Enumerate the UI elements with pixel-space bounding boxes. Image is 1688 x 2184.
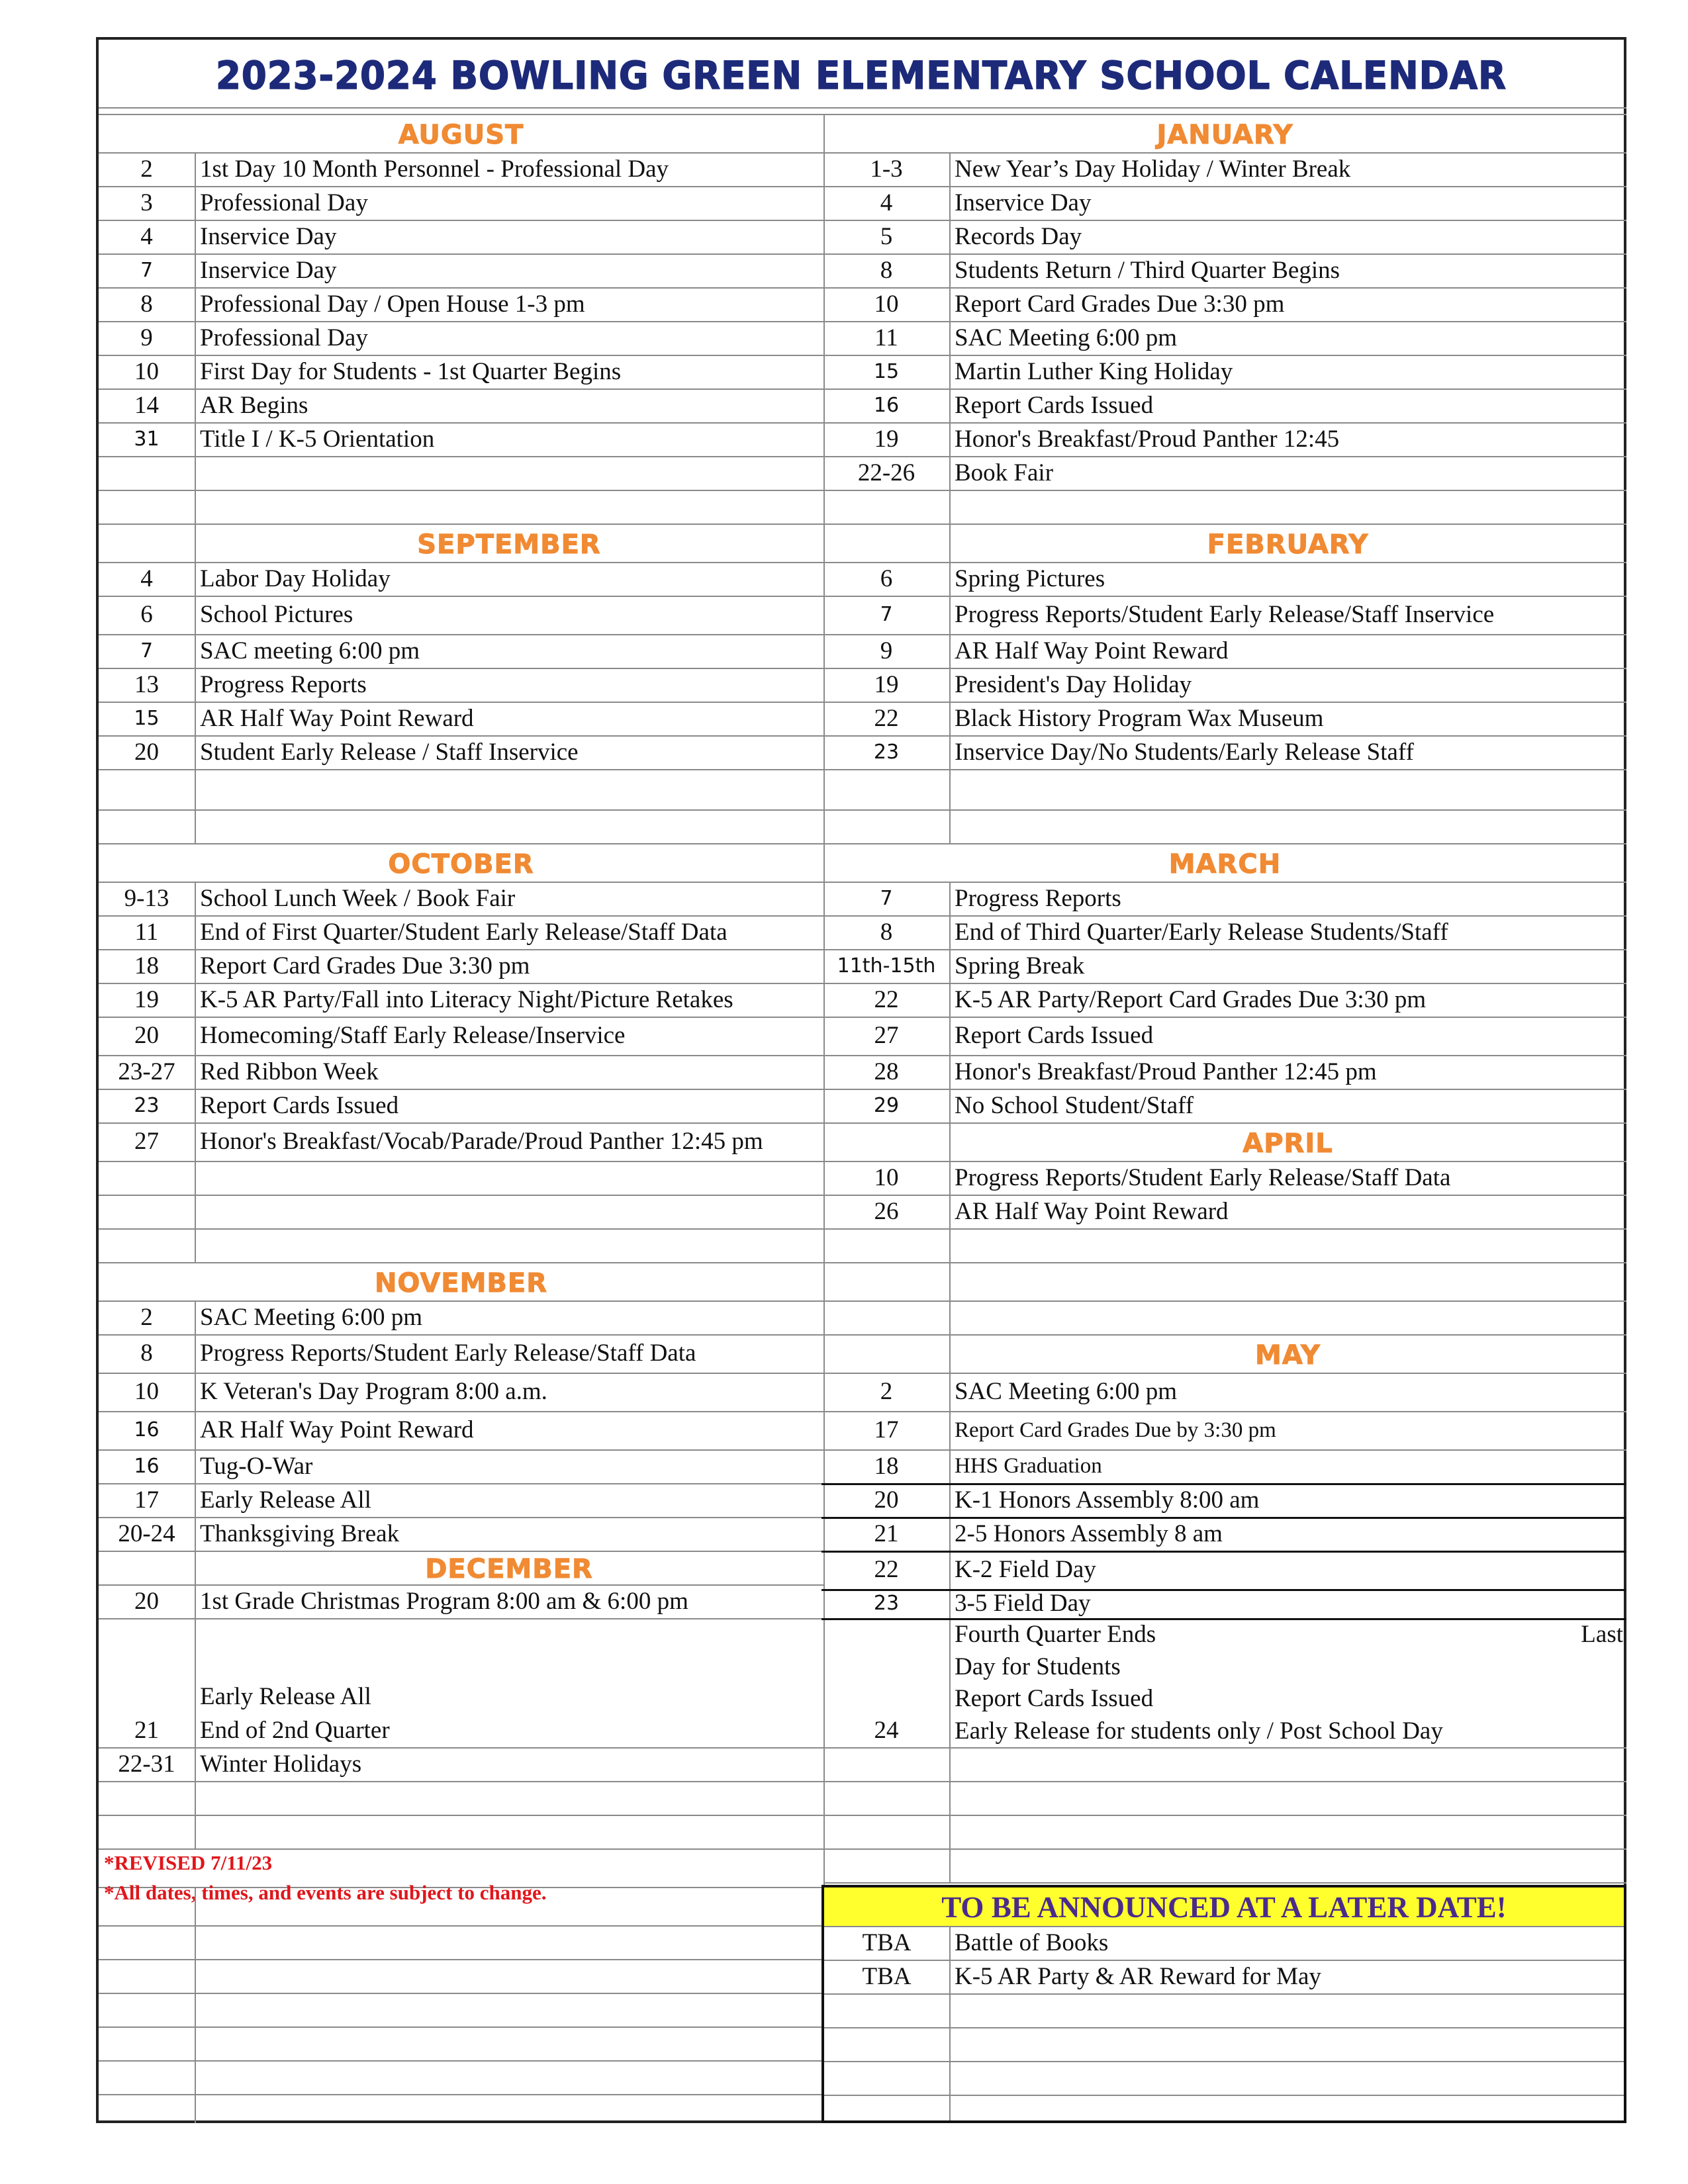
event-text: Students Return / Third Quarter Begins xyxy=(955,257,1340,284)
row-divider xyxy=(99,1959,823,1960)
may-row-border xyxy=(821,1551,1626,1553)
column-divider xyxy=(949,1848,951,1882)
event-text: Red Ribbon Week xyxy=(200,1058,379,1085)
event-date: 28 xyxy=(874,1058,899,1085)
event-date: 11th-15th xyxy=(837,954,936,978)
tba-date: TBA xyxy=(862,1963,912,1990)
november-heading: NOVEMBER xyxy=(374,1268,548,1298)
event-date: 31 xyxy=(134,428,160,451)
event-date: 15 xyxy=(134,707,160,730)
row-divider xyxy=(99,1815,823,1816)
event-date: 20 xyxy=(874,1486,899,1514)
event-date: 27 xyxy=(874,1022,899,1049)
event-date: 10 xyxy=(874,291,899,318)
event-date: 5 xyxy=(880,223,893,250)
event-text: President's Day Holiday xyxy=(955,671,1192,698)
event-text: Student Early Release / Staff Inservice xyxy=(200,739,579,766)
tba-date: TBA xyxy=(862,1929,912,1956)
october-heading: OCTOBER xyxy=(388,849,534,880)
column-divider xyxy=(949,769,951,809)
event-text: Title I / K-5 Orientation xyxy=(200,426,435,453)
column-divider xyxy=(949,1815,951,1848)
february-heading: FEBRUARY xyxy=(1207,529,1369,560)
row-divider xyxy=(99,1848,823,1850)
event-date: 2 xyxy=(140,1304,153,1331)
event-date: 3 xyxy=(140,189,153,216)
row-divider xyxy=(99,809,823,811)
event-text: K Veteran's Day Program 8:00 a.m. xyxy=(200,1378,547,1405)
row-divider xyxy=(823,1815,1626,1816)
event-date: 2 xyxy=(880,1378,893,1405)
event-date: 22 xyxy=(874,986,899,1013)
event-date: 11 xyxy=(134,919,159,946)
event-text: Winter Holidays xyxy=(200,1751,362,1778)
event-text: AR Half Way Point Reward xyxy=(200,705,474,732)
event-date: 17 xyxy=(874,1416,899,1443)
event-text: No School Student/Staff xyxy=(955,1092,1194,1119)
event-text: End of 2nd Quarter xyxy=(200,1717,390,1744)
may-row-border xyxy=(821,1589,1626,1591)
column-divider xyxy=(949,809,951,843)
event-date: 23 xyxy=(134,1094,160,1117)
event-date: 26 xyxy=(874,1198,899,1225)
revised-note: *REVISED 7/11/23 xyxy=(104,1851,273,1874)
event-text: Early Release All xyxy=(200,1486,371,1514)
event-text: School Lunch Week / Book Fair xyxy=(200,885,516,912)
column-divider xyxy=(195,809,196,843)
event-date: 20 xyxy=(134,739,159,766)
event-text: End of First Quarter/Student Early Release/Staff Data xyxy=(200,919,727,946)
event-date: 14 xyxy=(134,392,159,419)
event-text: Inservice Day xyxy=(200,257,337,284)
column-divider xyxy=(195,1228,196,1262)
event-text: Progress Reports/Student Early Release/Staff Data xyxy=(955,1164,1451,1191)
title-divider xyxy=(99,107,1626,109)
event-text: Report Cards Issued xyxy=(955,392,1154,419)
event-text: AR Half Way Point Reward xyxy=(200,1416,474,1443)
event-text: Progress Reports xyxy=(955,885,1121,912)
event-date: 4 xyxy=(140,565,153,592)
event-text: Records Day xyxy=(955,223,1082,250)
row-divider xyxy=(99,1195,823,1196)
event-text: Report Cards Issued xyxy=(955,1022,1154,1049)
event-date: 23-27 xyxy=(118,1058,175,1085)
event-date: 21 xyxy=(874,1520,899,1547)
event-text: AR Begins xyxy=(200,392,308,419)
event-text: Early Release for students only / Post School Day xyxy=(955,1717,1443,1745)
column-divider xyxy=(195,1781,196,1815)
event-text: New Year’s Day Holiday / Winter Break xyxy=(955,156,1351,183)
event-text: Progress Reports/Student Early Release/Staff Inservice xyxy=(955,601,1495,628)
event-text: K-2 Field Day xyxy=(955,1556,1096,1583)
event-date: 13 xyxy=(134,671,159,698)
event-date: 7 xyxy=(880,887,893,910)
event-date: 27 xyxy=(134,1128,159,1155)
event-text: 1st Grade Christmas Program 8:00 am & 6:00 pm xyxy=(200,1588,688,1615)
row-divider xyxy=(823,1848,1626,1850)
column-divider xyxy=(195,1887,196,2123)
row-divider xyxy=(823,1300,1626,1302)
event-text: K-1 Honors Assembly 8:00 am xyxy=(955,1486,1260,1514)
event-text: SAC Meeting 6:00 pm xyxy=(200,1304,423,1331)
event-date: 23 xyxy=(873,1592,900,1615)
event-date: 16 xyxy=(873,394,900,417)
row-divider xyxy=(99,1993,823,1994)
event-date: 1-3 xyxy=(870,156,903,183)
column-divider xyxy=(949,1228,951,1262)
event-text: Inservice Day/No Students/Early Release Staff xyxy=(955,739,1414,766)
row-divider xyxy=(99,456,823,457)
row-divider xyxy=(823,1228,1626,1230)
event-date: 16 xyxy=(134,1455,160,1478)
event-date: 9 xyxy=(880,637,893,664)
event-text: Progress Reports xyxy=(200,671,367,698)
event-text: AR Half Way Point Reward xyxy=(955,637,1229,664)
row-divider xyxy=(824,1960,1624,1961)
event-text: Spring Pictures xyxy=(955,565,1105,592)
column-divider xyxy=(949,490,951,523)
event-text: Book Fair xyxy=(955,459,1054,486)
event-date: 21 xyxy=(134,1717,159,1744)
event-date: 8 xyxy=(880,919,893,946)
event-text: Martin Luther King Holiday xyxy=(955,358,1233,385)
row-divider xyxy=(823,490,1626,491)
may-row-border xyxy=(821,1483,1626,1485)
event-text: SAC Meeting 6:00 pm xyxy=(955,1378,1178,1405)
row-divider xyxy=(824,2095,1624,2096)
event-text: K-5 AR Party/Report Card Grades Due 3:30 pm xyxy=(955,986,1427,1013)
event-text: 2-5 Honors Assembly 8 am xyxy=(955,1520,1223,1547)
event-date: 7 xyxy=(880,603,893,626)
event-date: 10 xyxy=(874,1164,899,1191)
column-divider xyxy=(949,1300,951,1334)
event-date: 22 xyxy=(874,705,899,732)
event-text: Professional Day xyxy=(200,324,368,351)
event-date: 11 xyxy=(874,324,898,351)
event-date: 16 xyxy=(134,1418,160,1441)
event-text: Homecoming/Staff Early Release/Inservice xyxy=(200,1022,626,1049)
column-divider xyxy=(195,1815,196,1848)
event-text: Professional Day xyxy=(200,189,368,216)
row-divider xyxy=(99,490,823,491)
event-text: Inservice Day xyxy=(200,223,337,250)
event-text: Honor's Breakfast/Vocab/Parade/Proud Panther 12:45 pm xyxy=(200,1128,763,1155)
row-divider xyxy=(99,1161,823,1162)
event-text: SAC Meeting 6:00 pm xyxy=(955,324,1178,351)
row-divider xyxy=(824,2061,1624,2062)
event-date: 19 xyxy=(134,986,159,1013)
event-text: Last xyxy=(1581,1621,1623,1648)
event-text: Spring Break xyxy=(955,952,1085,979)
row-divider xyxy=(99,2026,823,2028)
row-divider xyxy=(823,1747,1626,1749)
row-divider xyxy=(99,1618,823,1619)
december-heading: DECEMBER xyxy=(425,1554,593,1584)
row-divider xyxy=(823,1781,1626,1782)
event-text: HHS Graduation xyxy=(955,1454,1102,1478)
event-date: 8 xyxy=(140,1340,153,1367)
event-date: 17 xyxy=(134,1486,159,1514)
august-heading: AUGUST xyxy=(398,120,524,150)
event-text: Professional Day / Open House 1-3 pm xyxy=(200,291,585,318)
event-text: Black History Program Wax Museum xyxy=(955,705,1324,732)
event-text: Fourth Quarter Ends xyxy=(955,1621,1156,1648)
event-date: 24 xyxy=(874,1717,899,1744)
row-divider xyxy=(824,1993,1624,1995)
row-divider xyxy=(99,1925,823,1927)
event-text: Honor's Breakfast/Proud Panther 12:45 pm xyxy=(955,1058,1377,1085)
january-heading: JANUARY xyxy=(1156,120,1293,150)
event-text: AR Half Way Point Reward xyxy=(955,1198,1229,1225)
event-text: Report Cards Issued xyxy=(200,1092,399,1119)
column-divider xyxy=(949,1747,951,1781)
event-date: 6 xyxy=(140,601,153,628)
event-date: 10 xyxy=(134,358,159,385)
row-divider xyxy=(99,769,823,770)
event-text: SAC meeting 6:00 pm xyxy=(200,637,420,664)
event-date: 18 xyxy=(134,952,159,979)
event-text: First Day for Students - 1st Quarter Begins xyxy=(200,358,622,385)
row-divider xyxy=(823,1882,1626,1884)
row-divider xyxy=(823,1262,1626,1263)
event-text: Inservice Day xyxy=(955,189,1092,216)
column-divider xyxy=(195,1161,196,1195)
row-divider xyxy=(99,1228,823,1230)
event-text: Tug-O-War xyxy=(200,1453,313,1480)
row-divider xyxy=(824,1926,1624,1927)
row-divider xyxy=(99,2094,823,2095)
may-row-border xyxy=(821,1618,1626,1620)
march-heading: MARCH xyxy=(1168,849,1282,880)
event-date: 9-13 xyxy=(124,885,169,912)
disclaimer-note: *All dates, times, and events are subject to change. xyxy=(104,1881,547,1904)
row-divider xyxy=(99,1781,823,1782)
event-text: Labor Day Holiday xyxy=(200,565,391,592)
column-divider xyxy=(949,1781,951,1815)
event-text: Progress Reports/Student Early Release/Staff Data xyxy=(200,1340,696,1367)
event-date: 4 xyxy=(880,189,893,216)
event-date: 22-26 xyxy=(857,459,915,486)
event-text: 3-5 Field Day xyxy=(955,1590,1091,1617)
event-date: 2 xyxy=(140,156,153,183)
event-date: 10 xyxy=(134,1378,159,1405)
event-date: 9 xyxy=(140,324,153,351)
column-divider xyxy=(195,490,196,523)
event-date: 20 xyxy=(134,1022,159,1049)
event-text: Thanksgiving Break xyxy=(200,1520,400,1547)
event-date: 19 xyxy=(874,426,899,453)
event-text: Early Release All xyxy=(200,1683,371,1710)
event-date: 20 xyxy=(134,1588,159,1615)
event-date: 19 xyxy=(874,671,899,698)
event-text: Report Card Grades Due 3:30 pm xyxy=(955,291,1285,318)
tba-text: Battle of Books xyxy=(955,1929,1109,1956)
event-date: 18 xyxy=(874,1453,899,1480)
column-divider xyxy=(195,456,196,490)
event-date: 23 xyxy=(873,741,900,764)
event-text: Report Card Grades Due 3:30 pm xyxy=(200,952,530,979)
column-divider xyxy=(949,1262,951,1300)
event-date: 22-31 xyxy=(118,1751,175,1778)
row-divider xyxy=(99,2060,823,2062)
column-divider xyxy=(195,769,196,809)
event-date: 7 xyxy=(140,639,154,662)
may-heading: MAY xyxy=(1255,1340,1321,1371)
event-date: 7 xyxy=(140,259,154,282)
column-divider xyxy=(195,1195,196,1228)
event-text: Day for Students xyxy=(955,1653,1121,1680)
event-text: End of Third Quarter/Early Release Students/Staff xyxy=(955,919,1448,946)
tba-header: TO BE ANNOUNCED AT A LATER DATE! xyxy=(824,1888,1624,1926)
tba-box xyxy=(821,1885,1626,2123)
row-divider xyxy=(824,2027,1624,2028)
calendar-sheet xyxy=(96,37,1626,2123)
row-divider xyxy=(823,809,1626,811)
event-date: 8 xyxy=(880,257,893,284)
event-date: 8 xyxy=(140,291,153,318)
may-row-border xyxy=(821,1517,1626,1519)
event-date: 15 xyxy=(873,360,900,383)
event-text: Report Cards Issued xyxy=(955,1685,1154,1712)
event-text: Honor's Breakfast/Proud Panther 12:45 xyxy=(955,426,1340,453)
event-text: K-5 AR Party/Fall into Literacy Night/Picture Retakes xyxy=(200,986,733,1013)
april-heading: APRIL xyxy=(1243,1128,1333,1159)
event-date: 29 xyxy=(873,1094,900,1117)
event-text: 1st Day 10 Month Personnel - Professional Day xyxy=(200,156,669,183)
event-text: Report Card Grades Due by 3:30 pm xyxy=(955,1418,1276,1442)
event-date: 20-24 xyxy=(118,1520,175,1547)
row-divider xyxy=(823,769,1626,770)
page-title: 2023-2024 BOWLING GREEN ELEMENTARY SCHOOL CALENDAR xyxy=(216,53,1507,98)
event-date: 6 xyxy=(880,565,893,592)
event-date: 22 xyxy=(874,1556,899,1583)
event-date: 4 xyxy=(140,223,153,250)
event-text: School Pictures xyxy=(200,601,353,628)
tba-text: K-5 AR Party & AR Reward for May xyxy=(955,1963,1321,1990)
september-heading: SEPTEMBER xyxy=(417,529,601,560)
